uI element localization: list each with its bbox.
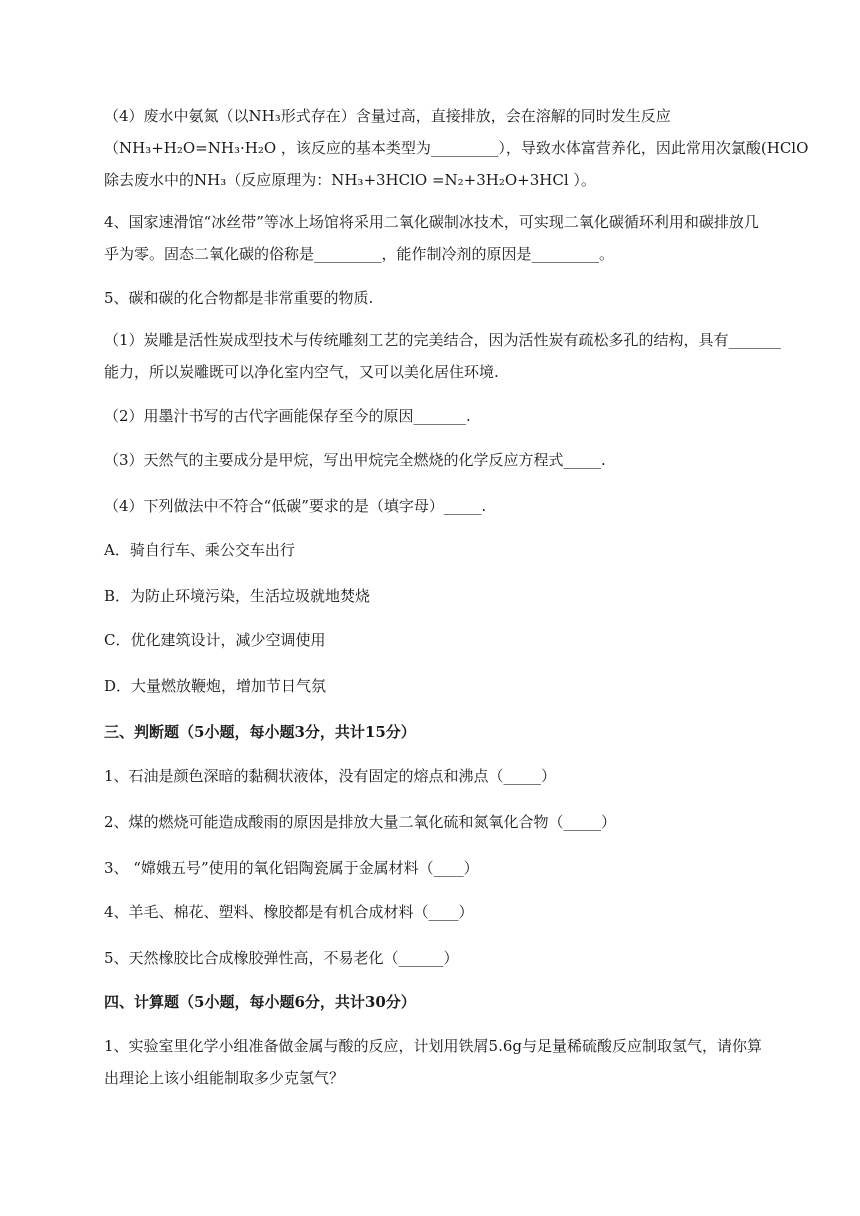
judge-item-2 <box>104 806 804 838</box>
judge-text: 2、煤的燃烧可能造成酸雨的原因是排放大量二氧化硫和氮氧化合物（_____） <box>104 813 617 831</box>
text-line: 能力，所以炭雕既可以净化室内空气，又可以美化居住环境. <box>104 363 499 381</box>
judge-text: 4、羊毛、棉花、塑料、橡胶都是有机合成材料（____） <box>104 903 474 921</box>
section-3-title <box>104 716 804 748</box>
section-4-title <box>104 986 804 1018</box>
option-a <box>104 534 804 566</box>
option-d <box>104 670 804 702</box>
option-c <box>104 624 804 656</box>
fill-question-5-part-3 <box>104 444 804 476</box>
judge-text: 1、石油是颜色深暗的黏稠状液体，没有固定的熔点和沸点（_____） <box>104 767 557 785</box>
judge-item-5 <box>104 942 804 974</box>
text-line: 除去废水中的NH₃（反应原理为：NH₃+3HClO =N₂+3H₂O+3HCl ）。 <box>104 171 596 189</box>
option-text: C．优化建筑设计，减少空调使用 <box>104 631 326 649</box>
text-line: 5、碳和碳的化合物都是非常重要的物质. <box>104 289 374 307</box>
section-title: 三、判断题（5小题，每小题3分，共计15分） <box>104 723 416 741</box>
fill-question-4 <box>104 206 804 270</box>
text-line: 1、实验室里化学小组准备做金属与酸的反应，计划用铁屑5.6g与足量稀硫酸反应制取氢气，请你算 <box>104 1037 763 1055</box>
question-4-part-4 <box>104 100 809 196</box>
judge-text: 3、 “嫦娥五号”使用的氧化铝陶瓷属于金属材料（____） <box>104 859 479 877</box>
text-line: 4、国家速滑馆“冰丝带”等冰上场馆将采用二氧化碳制冰技术，可实现二氧化碳循环利用和碳排放几 <box>104 213 759 231</box>
option-text: A．骑自行车、乘公交车出行 <box>104 541 295 559</box>
text-line: （2）用墨汁书写的古代字画能保存至今的原因_______. <box>104 407 471 425</box>
judge-text: 5、天然橡胶比合成橡胶弹性高，不易老化（______） <box>104 949 459 967</box>
judge-item-1 <box>104 760 804 792</box>
section-title: 四、计算题（5小题，每小题6分，共计30分） <box>104 993 416 1011</box>
fill-question-5-intro <box>104 282 804 314</box>
text-line: （4）下列做法中不符合“低碳”要求的是（填字母）_____. <box>104 497 487 515</box>
judge-item-3 <box>104 852 804 884</box>
text-line: （3）天然气的主要成分是甲烷，写出甲烷完全燃烧的化学反应方程式_____. <box>104 451 606 469</box>
calc-question-1 <box>104 1030 804 1094</box>
text-line: （NH₃+H₂O=NH₃·H₂O ，该反应的基本类型为_________），导致水体富营养化，因此常用次氯酸(HClO <box>104 139 809 157</box>
text-line: （4）废水中氨氮（以NH₃形式存在）含量过高，直接排放，会在溶解的同时发生反应 <box>104 107 671 125</box>
text-line: 乎为零。固态二氧化碳的俗称是_________，能作制冷剂的原因是_________。 <box>104 245 615 263</box>
option-text: B．为防止环境污染，生活垃圾就地焚烧 <box>104 587 371 605</box>
option-text: D．大量燃放鞭炮，增加节日气氛 <box>104 677 327 695</box>
option-b <box>104 580 804 612</box>
fill-question-5-part-1 <box>104 324 804 388</box>
judge-item-4 <box>104 896 804 928</box>
text-line: 出理论上该小组能制取多少克氢气？ <box>104 1069 345 1087</box>
fill-question-5-part-4 <box>104 490 804 522</box>
text-line: （1）炭雕是活性炭成型技术与传统雕刻工艺的完美结合，因为活性炭有疏松多孔的结构，具有_______ <box>104 331 782 349</box>
fill-question-5-part-2 <box>104 400 804 432</box>
